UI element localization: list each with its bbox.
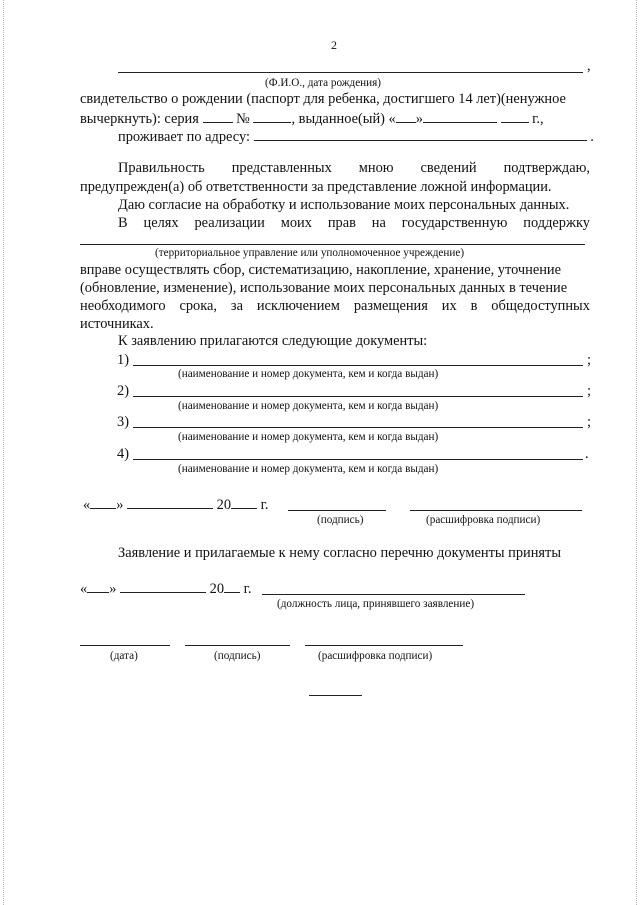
page-number: 2: [331, 38, 337, 52]
number-label: №: [236, 111, 250, 127]
issued-year-blank: [501, 110, 529, 123]
rights-text-2: (обновление, изменение), использование моих персональных данных в течение: [80, 280, 568, 296]
word: В: [118, 215, 128, 231]
word: общедоступных: [491, 298, 590, 314]
accepted-position-line: [262, 594, 525, 595]
consent-line: Даю согласие на обработку и использование моих персональных данных.: [118, 197, 570, 213]
rights-text-1: вправе осуществлять сбор, систематизацию, накопление, хранение, уточнение: [80, 262, 562, 278]
address-line: [118, 128, 594, 146]
number-blank: [253, 110, 291, 123]
series-blank: [203, 110, 233, 123]
word: сведений: [420, 160, 477, 176]
accepted-position-caption: (должность лица, принявшего заявление): [277, 598, 475, 610]
word: реализации: [194, 215, 265, 231]
address-blank: [254, 128, 587, 141]
issued-day-blank: [396, 110, 416, 123]
territorial-caption: (территориальное управление или уполномоченное учреждение): [155, 247, 465, 259]
accepted-decode-line: [305, 645, 463, 646]
close-quote: »: [109, 581, 117, 597]
doc-item-4-line: [133, 459, 583, 460]
issued-month-blank: [423, 110, 497, 123]
certificate-line-1: свидетельство о рождении (паспорт для ребенка, достигшего 14 лет)(ненужное: [80, 91, 566, 107]
word: прав: [327, 215, 356, 231]
word: необходимого: [80, 298, 166, 314]
year-prefix: 20: [209, 581, 225, 597]
series-label: вычеркнуть): серия: [80, 111, 199, 127]
accepted-statement: Заявление и прилагаемые к нему согласно перечню документы приняты: [118, 545, 561, 561]
applicant-date-row: [83, 496, 269, 514]
open-quote: «: [80, 581, 88, 597]
year-blank: [224, 580, 240, 593]
doc-item-1-line: [133, 365, 583, 366]
month-blank: [127, 496, 213, 509]
confirm-line-2: предупрежден(а) об ответственности за представление ложной информации.: [80, 179, 552, 195]
doc-item-1-number: 1): [117, 352, 129, 368]
doc-item-2-caption: (наименование и номер документа, кем и когда выдан): [178, 400, 439, 412]
doc-item-2-number: 2): [117, 383, 129, 399]
accepted-decode-caption: (расшифровка подписи): [318, 650, 433, 662]
applicant-decode-caption: (расшифровка подписи): [426, 514, 541, 526]
fio-caption: (Ф.И.О., дата рождения): [265, 77, 382, 89]
issued-label: , выданное(ый) «: [291, 111, 396, 127]
accepted-date-line: [80, 645, 170, 646]
word: в: [470, 298, 478, 314]
word: Правильность: [118, 160, 205, 176]
word: мною: [358, 160, 394, 176]
word: размещения: [353, 298, 428, 314]
address-label: проживает по адресу:: [118, 129, 250, 145]
rights-line: [118, 215, 590, 232]
word: за: [230, 298, 243, 314]
applicant-decode-line: [410, 510, 582, 511]
word: целях: [143, 215, 179, 231]
doc-item-4-number: 4): [117, 446, 129, 462]
accepted-date-row: [80, 580, 252, 598]
word: представленных: [231, 160, 332, 176]
doc-item-4-end: .: [585, 446, 589, 462]
applicant-signature-caption: (подпись): [317, 514, 364, 526]
doc-item-3-number: 3): [117, 414, 129, 430]
month-blank: [120, 580, 206, 593]
word: моих: [280, 215, 312, 231]
confirm-line-1: [118, 160, 590, 177]
accepted-signature-line: [185, 645, 290, 646]
territorial-line: [80, 244, 585, 245]
year-suffix: г.: [260, 497, 269, 513]
doc-item-2-line: [133, 396, 583, 397]
year-suffix: г.,: [532, 111, 544, 127]
doc-item-3-line: [133, 427, 583, 428]
scan-edge-right: [636, 0, 640, 905]
rights-text-4: источниках.: [80, 316, 154, 332]
certificate-line-2: [80, 110, 544, 128]
fio-line: [118, 72, 583, 73]
applicant-signature-line: [288, 510, 386, 511]
doc-item-2-end: ;: [587, 383, 591, 399]
doc-item-4-caption: (наименование и номер документа, кем и когда выдан): [178, 463, 439, 475]
close-quote: »: [116, 497, 124, 513]
word: их: [441, 298, 457, 314]
doc-item-1-end: ;: [587, 352, 591, 368]
accepted-date-caption: (дата): [110, 650, 138, 662]
word: поддержку: [523, 215, 590, 231]
fio-comma: ,: [587, 58, 591, 74]
word: срока,: [179, 298, 218, 314]
doc-item-3-end: ;: [587, 414, 591, 430]
word: на: [371, 215, 386, 231]
doc-item-1-caption: (наименование и номер документа, кем и когда выдан): [178, 368, 439, 380]
rights-text-3: [80, 298, 590, 315]
year-prefix: 20: [216, 497, 232, 513]
documents-intro: К заявлению прилагаются следующие документы:: [118, 333, 428, 349]
address-end: .: [590, 129, 594, 145]
open-quote: «: [83, 497, 91, 513]
accepted-signature-caption: (подпись): [214, 650, 261, 662]
word: подтверждаю,: [503, 160, 590, 176]
closing-rule: [309, 695, 362, 696]
word: исключением: [256, 298, 340, 314]
year-suffix: г.: [243, 581, 252, 597]
year-blank: [231, 496, 257, 509]
day-blank: [87, 580, 109, 593]
day-blank: [90, 496, 116, 509]
word: государственную: [401, 215, 508, 231]
scan-edge-left: [0, 0, 4, 905]
doc-item-3-caption: (наименование и номер документа, кем и когда выдан): [178, 431, 439, 443]
close-quote: »: [415, 111, 423, 127]
